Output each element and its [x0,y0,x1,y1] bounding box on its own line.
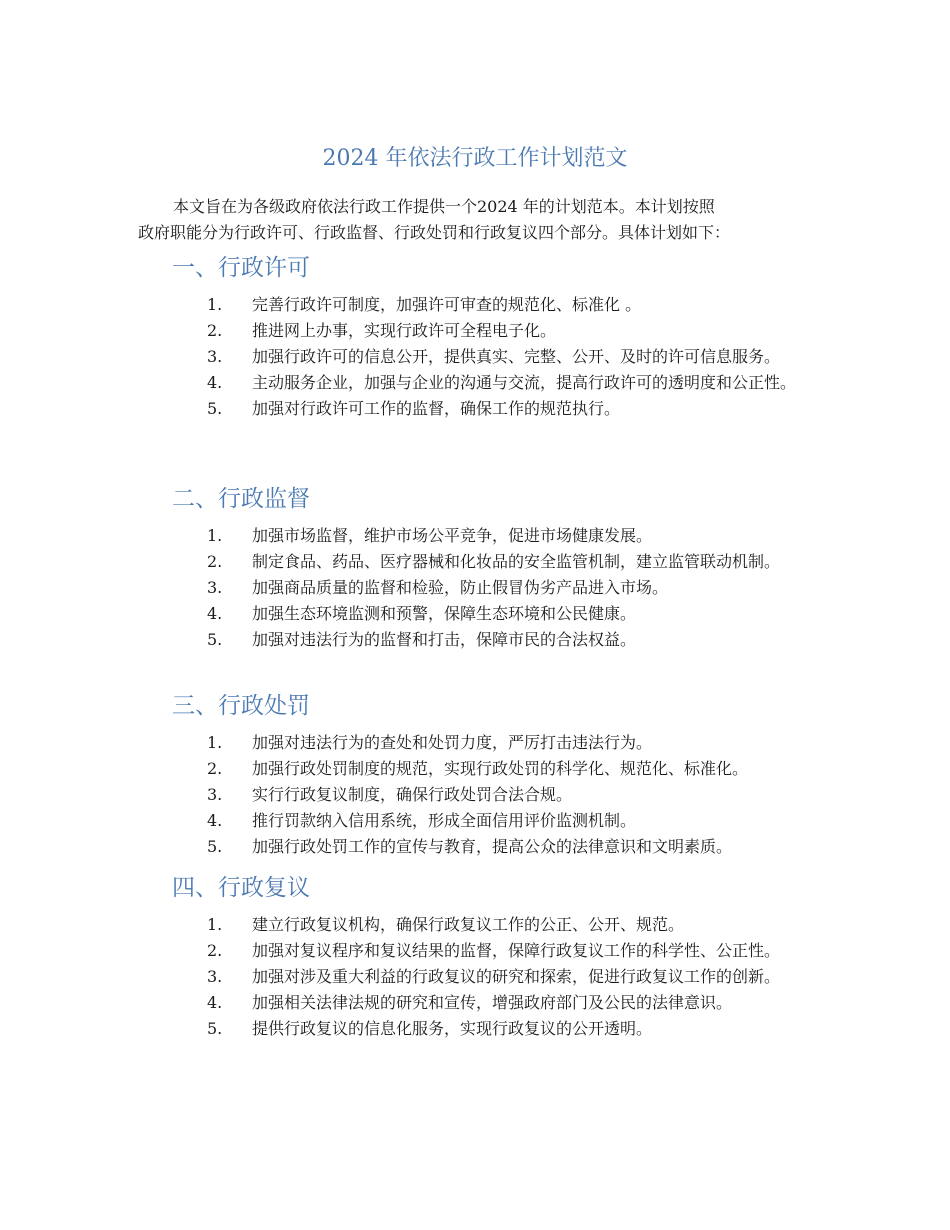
section-administrative-supervision [172,481,822,653]
item-number: 1. [207,733,223,752]
list-item [172,834,822,860]
item-number: 4. [207,373,223,392]
list-item [172,782,822,808]
list-item [172,292,822,318]
intro-line-2: 政府职能分为行政许可、行政监督、行政处罚和行政复议四个部分。具体计划如下： [138,223,731,242]
item-text: 加强相关法律法规的研究和宣传，增强政府部门及公民的法律意识。 [252,993,733,1012]
item-list [172,523,822,653]
item-text: 加强行政许可的信息公开，提供真实、完整、公开、及时的许可信息服务。 [252,347,781,366]
item-text: 加强对涉及重大利益的行政复议的研究和探索，促进行政复议工作的创新。 [252,967,781,986]
item-number: 5. [207,1019,223,1038]
item-text: 加强生态环境监测和预警，保障生态环境和公民健康。 [252,604,637,623]
item-number: 5. [207,837,223,856]
item-number: 4. [207,604,223,623]
item-number: 1. [207,915,223,934]
item-number: 3. [207,347,223,366]
item-text: 加强行政处罚制度的规范，实现行政处罚的科学化、规范化、标准化。 [252,759,749,778]
page-title: 2024 年依法行政工作计划范文 [322,146,628,171]
list-item [172,730,822,756]
item-text: 加强对违法行为的查处和处罚力度，严厉打击违法行为。 [252,733,653,752]
item-text: 加强市场监督，维护市场公平竞争，促进市场健康发展。 [252,526,653,545]
item-number: 2. [207,941,223,960]
section-administrative-licensing [172,250,822,422]
list-item [172,756,822,782]
item-text: 加强对违法行为的监督和打击，保障市民的合法权益。 [252,630,637,649]
list-item [172,370,822,396]
list-item [172,964,822,990]
item-text: 制定食品、药品、医疗器械和化妆品的安全监管机制，建立监管联动机制。 [252,552,781,571]
item-number: 2. [207,321,223,340]
list-item [172,1016,822,1042]
item-number: 1. [207,295,223,314]
item-text: 推行罚款纳入信用系统，形成全面信用评价监测机制。 [252,811,637,830]
item-number: 3. [207,578,223,597]
item-text: 加强对行政许可工作的监督，确保工作的规范执行。 [252,399,621,418]
item-text: 提供行政复议的信息化服务，实现行政复议的公开透明。 [252,1019,653,1038]
section-heading: 三、行政处罚 [172,693,310,719]
section-heading: 二、行政监督 [172,486,310,512]
section-heading: 一、行政许可 [172,255,310,281]
item-number: 2. [207,552,223,571]
section-administrative-reconsideration [172,870,822,1042]
item-number: 2. [207,759,223,778]
item-list [172,292,822,422]
item-number: 3. [207,967,223,986]
list-item [172,938,822,964]
item-number: 4. [207,811,223,830]
item-text: 主动服务企业，加强与企业的沟通与交流，提高行政许可的透明度和公正性。 [252,373,797,392]
intro-paragraph [138,194,828,246]
item-text: 建立行政复议机构，确保行政复议工作的公正、公开、规范。 [252,915,685,934]
intro-line-1: 本文旨在为各级政府依法行政工作提供一个2024 年的计划范本。本计划按照 [173,197,715,216]
list-item [172,318,822,344]
list-item [172,575,822,601]
item-list [172,912,822,1042]
list-item [172,523,822,549]
item-list [172,730,822,860]
item-number: 5. [207,630,223,649]
list-item [172,549,822,575]
item-number: 1. [207,526,223,545]
item-number: 4. [207,993,223,1012]
list-item [172,344,822,370]
list-item [172,990,822,1016]
item-text: 加强商品质量的监督和检验，防止假冒伪劣产品进入市场。 [252,578,669,597]
item-text: 加强对复议程序和复议结果的监督，保障行政复议工作的科学性、公正性。 [252,941,781,960]
item-text: 完善行政许可制度，加强许可审查的规范化、标准化 。 [252,295,642,314]
list-item [172,912,822,938]
section-heading: 四、行政复议 [172,875,310,901]
section-administrative-penalty [172,688,822,860]
item-number: 3. [207,785,223,804]
list-item [172,601,822,627]
item-number: 5. [207,399,223,418]
list-item [172,627,822,653]
item-text: 加强行政处罚工作的宣传与教育，提高公众的法律意识和文明素质。 [252,837,733,856]
item-text: 推进网上办事，实现行政许可全程电子化。 [252,321,557,340]
list-item [172,808,822,834]
list-item [172,396,822,422]
item-text: 实行行政复议制度，确保行政处罚合法合规。 [252,785,573,804]
